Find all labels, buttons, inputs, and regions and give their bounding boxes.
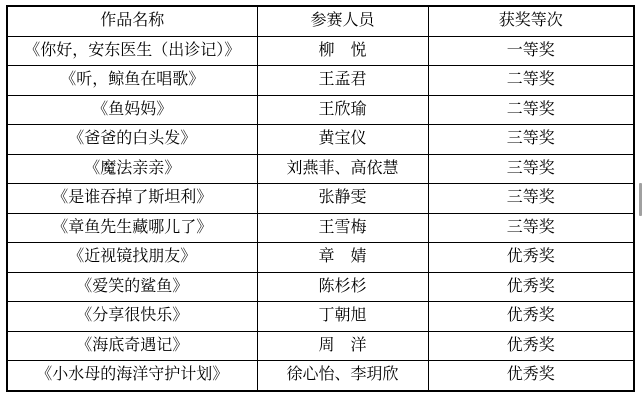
award-cell: 优秀奖 (428, 243, 634, 273)
award-cell: 三等奖 (428, 213, 634, 243)
award-cell: 二等奖 (428, 66, 634, 96)
award-cell: 二等奖 (428, 95, 634, 125)
participants-cell: 王雪梅 (257, 213, 428, 243)
column-header-work: 作品名称 (7, 6, 257, 36)
table-row (7, 302, 634, 332)
award-cell: 三等奖 (428, 125, 634, 155)
column-header-participants: 参赛人员 (257, 6, 428, 36)
award-cell: 优秀奖 (428, 331, 634, 361)
work-cell: 《你好，安东医生（出诊记）》 (7, 36, 257, 66)
column-header-award: 获奖等次 (428, 6, 634, 36)
work-cell: 《小水母的海洋守护计划》 (7, 361, 257, 391)
table-row (7, 154, 634, 184)
participants-cell: 刘燕菲、高依慧 (257, 154, 428, 184)
award-results-table (6, 5, 635, 392)
table-row (7, 36, 634, 66)
participants-cell: 徐心怡、李玥欣 (257, 361, 428, 391)
work-cell: 《分享很快乐》 (7, 302, 257, 332)
participants-cell: 周 洋 (257, 331, 428, 361)
table-header-row (7, 6, 634, 36)
work-cell: 《爱笑的鲨鱼》 (7, 272, 257, 302)
table-row (7, 125, 634, 155)
work-cell: 《魔法亲亲》 (7, 154, 257, 184)
table-row (7, 331, 634, 361)
participants-cell: 陈杉杉 (257, 272, 428, 302)
table-row (7, 66, 634, 96)
participants-cell: 章 婧 (257, 243, 428, 273)
table-row (7, 95, 634, 125)
table-body (7, 36, 634, 391)
participants-cell: 张静雯 (257, 184, 428, 214)
table-row (7, 243, 634, 273)
table-row (7, 272, 634, 302)
table-row (7, 213, 634, 243)
participants-cell: 丁朝旭 (257, 302, 428, 332)
table-row (7, 184, 634, 214)
work-cell: 《是谁吞掉了斯坦利》 (7, 184, 257, 214)
participants-cell: 王欣瑜 (257, 95, 428, 125)
participants-cell: 黄宝仪 (257, 125, 428, 155)
participants-cell: 柳 悦 (257, 36, 428, 66)
work-cell: 《章鱼先生藏哪儿了》 (7, 213, 257, 243)
award-cell: 三等奖 (428, 184, 634, 214)
work-cell: 《听，鲸鱼在唱歌》 (7, 66, 257, 96)
award-cell: 优秀奖 (428, 302, 634, 332)
work-cell: 《海底奇遇记》 (7, 331, 257, 361)
award-cell: 三等奖 (428, 154, 634, 184)
award-cell: 优秀奖 (428, 361, 634, 391)
participants-cell: 王孟君 (257, 66, 428, 96)
award-cell: 优秀奖 (428, 272, 634, 302)
work-cell: 《爸爸的白头发》 (7, 125, 257, 155)
table-row (7, 361, 634, 391)
award-cell: 一等奖 (428, 36, 634, 66)
work-cell: 《近视镜找朋友》 (7, 243, 257, 273)
work-cell: 《鱼妈妈》 (7, 95, 257, 125)
